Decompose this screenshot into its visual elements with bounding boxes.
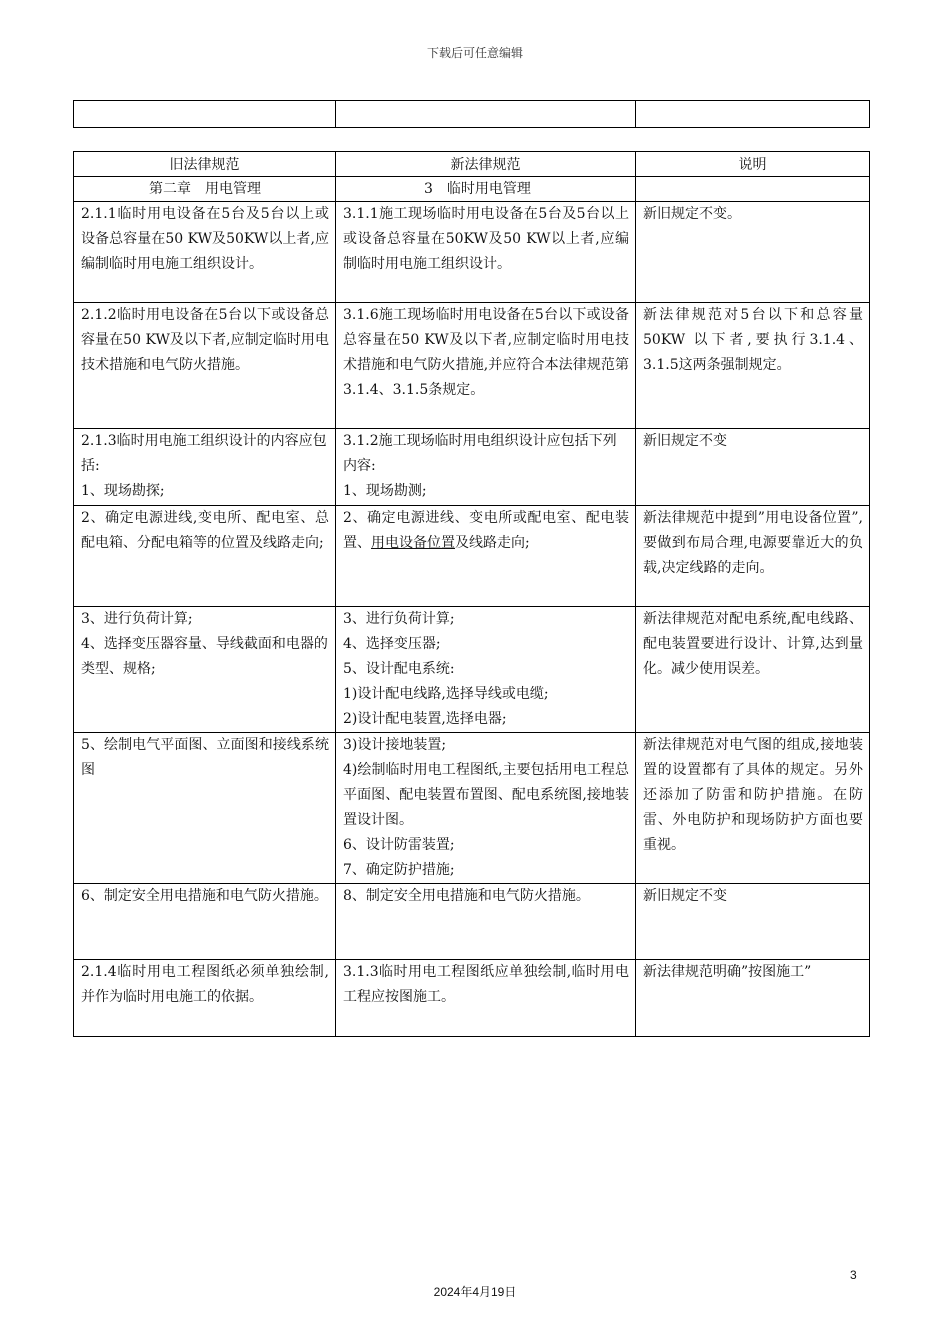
cell-old: 2.1.2临时用电设备在5台以下或设备总容量在50 KW及以下者,应制定临时用电技术措施和电气防火措施。 xyxy=(74,303,336,429)
table-row xyxy=(74,202,870,303)
cell-old: 6、制定安全用电措施和电气防火措施。 xyxy=(74,884,336,960)
cell-old: 2.1.3临时用电施工组织设计的内容应包括: 1、现场勘探; xyxy=(74,429,336,506)
cell-note: 新法律规范对配电系统,配电线路、配电装置要进行设计、计算,达到量化。减少使用误差。 xyxy=(636,607,870,733)
empty-table xyxy=(73,100,870,128)
comparison-table xyxy=(73,151,870,1037)
cell-note: 新旧规定不变 xyxy=(636,429,870,506)
table-row xyxy=(74,429,870,506)
cell-old: 5、绘制电气平面图、立面图和接线系统图 xyxy=(74,733,336,884)
table-row xyxy=(74,884,870,960)
cell-new: 3.1.1施工现场临时用电设备在5台及5台以上或设备总容量在50KW及50 KW以上者,应编制临时用电施工组织设计。 xyxy=(336,202,636,303)
cell-note: 新法律规范明确”按图施工” xyxy=(636,960,870,1037)
table-row xyxy=(74,607,870,733)
table-row xyxy=(74,303,870,429)
cell-new: 3)设计接地装置; 4)绘制临时用电工程图纸,主要包括用电工程总平面图、配电装置布置图、配电系统图,接地装置设计图。 6、设计防雷装置; 7、确定防护措施; xyxy=(336,733,636,884)
cell-old: 3、进行负荷计算; 4、选择变压器容量、导线截面和电器的类型、规格; xyxy=(74,607,336,733)
cell-old: 2、确定电源进线,变电所、配电室、总配电箱、分配电箱等的位置及线路走向; xyxy=(74,506,336,607)
table-header-row xyxy=(74,152,870,177)
cell-old: 2.1.1临时用电设备在5台及5台以上或设备总容量在50 KW及50KW以上者,应编制临时用电施工组织设计。 xyxy=(74,202,336,303)
chapter-new: 3 临时用电管理 xyxy=(336,177,636,202)
empty-cell xyxy=(336,101,636,128)
table-row xyxy=(74,960,870,1037)
chapter-note xyxy=(636,177,870,202)
header-old: 旧法律规范 xyxy=(74,152,336,177)
cell-new: 3.1.2施工现场临时用电组织设计应包括下列内容: 1、现场勘测; xyxy=(336,429,636,506)
empty-cell xyxy=(74,101,336,128)
header-note: 说明 xyxy=(636,152,870,177)
cell-new: 3.1.6施工现场临时用电设备在5台以下或设备总容量在50 KW及以下者,应制定临时用电技术措施和电气防火措施,并应符合本法律规范第3.1.4、3.1.5条规定。 xyxy=(336,303,636,429)
footer-date: 2024年4月19日 xyxy=(433,1285,517,1299)
header-new: 新法律规范 xyxy=(336,152,636,177)
chapter-old: 第二章 用电管理 xyxy=(74,177,336,202)
cell-note: 新旧规定不变。 xyxy=(636,202,870,303)
cell-note: 新法律规范中提到”用电设备位置”,要做到布局合理,电源要靠近大的负载,决定线路的走向。 xyxy=(636,506,870,607)
page-number: 3 xyxy=(850,1268,857,1282)
chapter-row xyxy=(74,177,870,202)
cell-new: 8、制定安全用电措施和电气防火措施。 xyxy=(336,884,636,960)
cell-new: 3、进行负荷计算; 4、选择变压器; 5、设计配电系统: 1)设计配电线路,选择导线或电缆; 2)设计配电装置,选择电器; xyxy=(336,607,636,733)
empty-cell xyxy=(636,101,870,128)
underlined-text: 用电设备位置 xyxy=(371,535,455,551)
table-row xyxy=(74,733,870,884)
table-row xyxy=(74,506,870,607)
cell-new: 2、确定电源进线、变电所或配电室、配电装置、用电设备位置及线路走向; xyxy=(336,506,636,607)
cell-note: 新旧规定不变 xyxy=(636,884,870,960)
cell-new: 3.1.3临时用电工程图纸应单独绘制,临时用电工程应按图施工。 xyxy=(336,960,636,1037)
cell-note: 新法律规范对电气图的组成,接地装置的设置都有了具体的规定。另外还添加了防雷和防护措施。在防雷、外电防护和现场防护方面也要重视。 xyxy=(636,733,870,884)
cell-note: 新法律规范对5台以下和总容量 50KW 以下者,要执行3.1.4、3.1.5这两条强制规定。 xyxy=(636,303,870,429)
cell-old: 2.1.4临时用电工程图纸必须单独绘制,并作为临时用电施工的依据。 xyxy=(74,960,336,1037)
header-note: 下载后可任意编辑 xyxy=(426,46,523,60)
